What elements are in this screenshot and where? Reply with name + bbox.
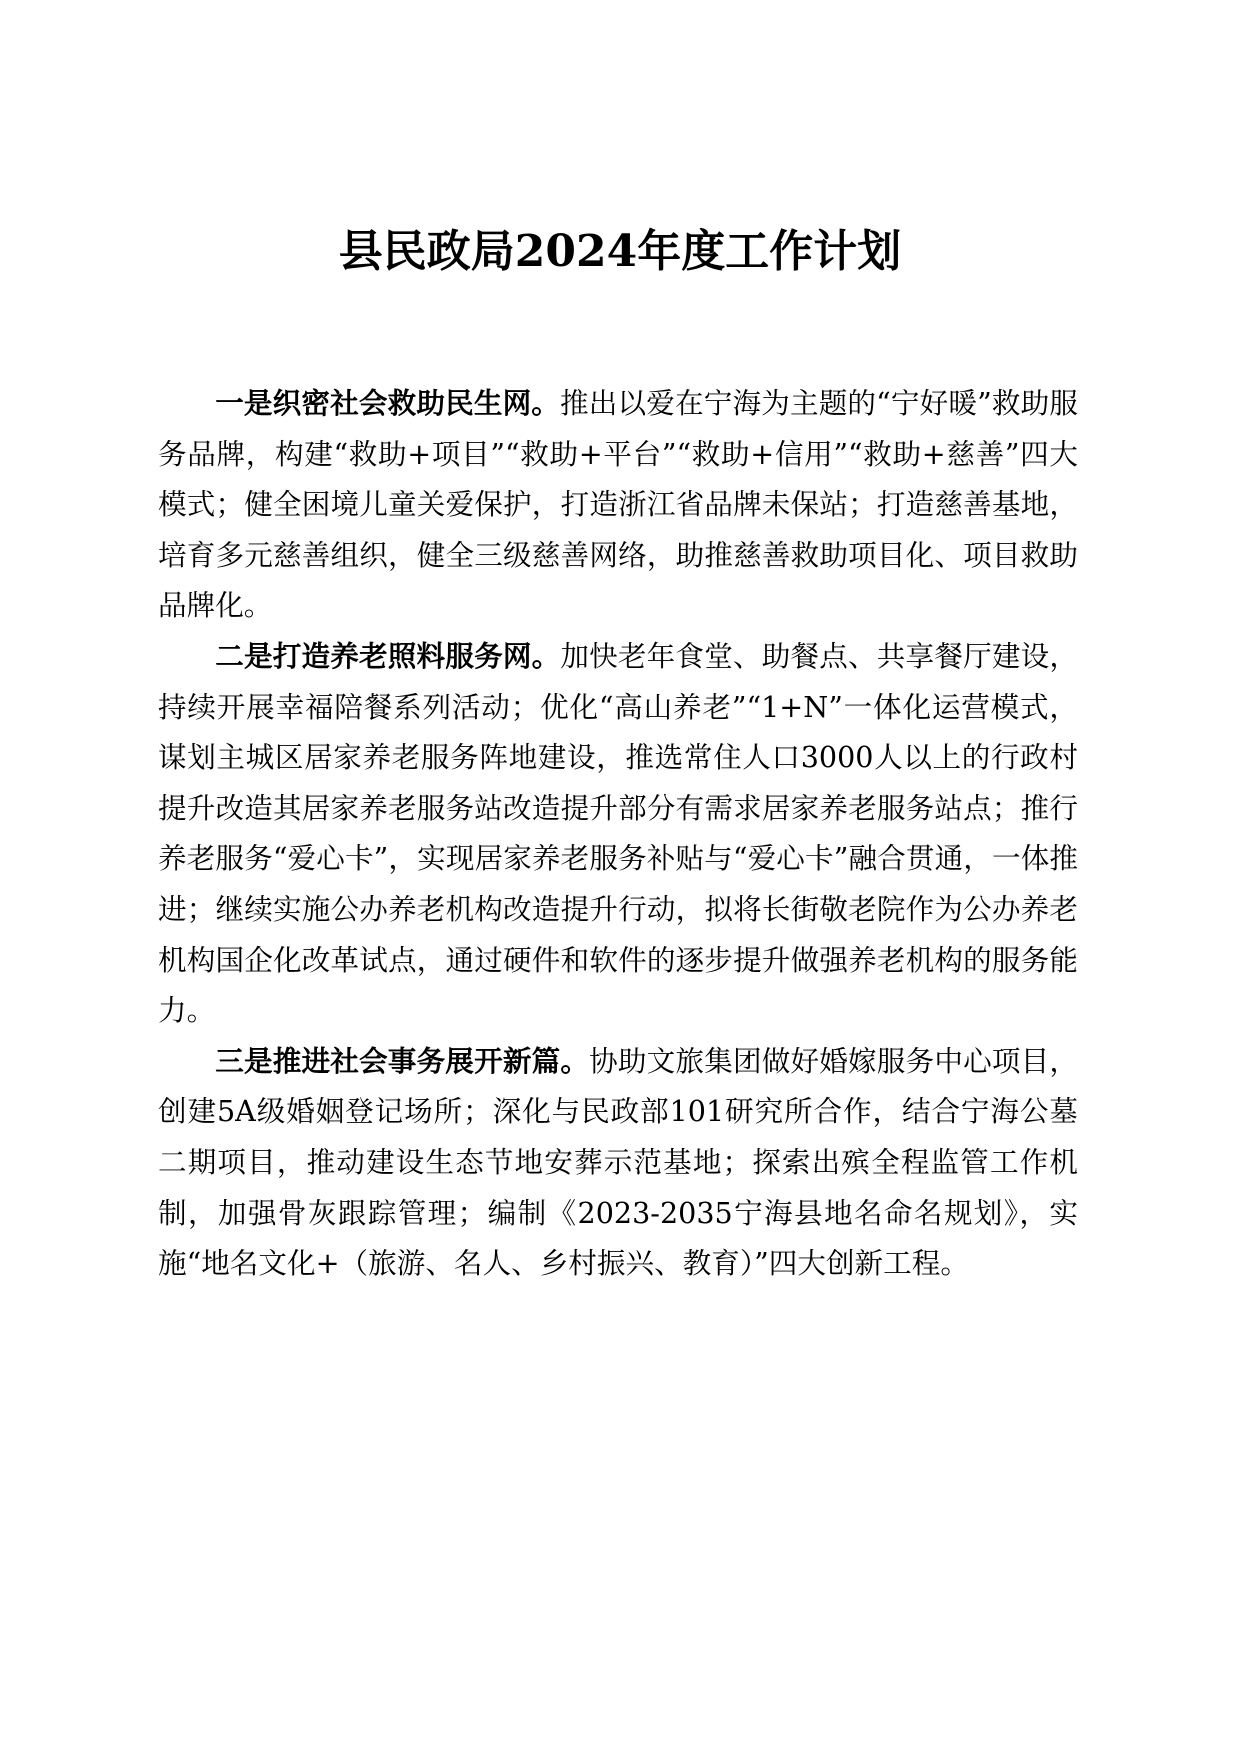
paragraph-text: 协助文旅集团做好婚嫁服务中心项目，创建5A级婚姻登记场所；深化与民政部101研究所合作，结合宁海公墓二期项目，推动建设生态节地安葬示范基地；探索出殡全程监管工作机制，加强骨灰跟踪管理；编制《2023-2035宁海县地名命名规划》，实施“地名文化+（旅游、名人、乡村振兴、教育）”四大创新工程。 (158, 1043, 1078, 1281)
paragraph-lead: 二是打造养老照料服务网。 (215, 638, 561, 673)
paragraph-text: 加快老年食堂、助餐点、共享餐厅建设，持续开展幸福陪餐系列活动；优化“高山养老”“1+N”一体化运营模式，谋划主城区居家养老服务阵地建设，推选常住人口3000人以上的行政村提升改造其居家养老服务站改造提升部分有需求居家养老服务站点；推行养老服务“爱心卡”，实现居家养老服务补贴与“爱心卡”融合贯通，一体推进；继续实施公办养老机构改造提升行动，拟将长街敬老院作为公办养老机构国企化改革试点，通过硬件和软件的逐步提升做强养老机构的服务能力。 (158, 638, 1078, 1028)
paragraph-elderly-care (158, 631, 1078, 1036)
paragraph-social-assistance (158, 378, 1078, 631)
paragraph-lead: 三是推进社会事务展开新篇。 (215, 1043, 590, 1078)
paragraph-lead: 一是织密社会救助民生网。 (215, 386, 561, 420)
paragraph-text: 推出以爱在宁海为主题的“宁好暖”救助服务品牌，构建“救助+项目”“救助+平台”“救助+信用”“救助+慈善”四大模式；健全困境儿童关爱保护，打造浙江省品牌未保站；打造慈善基地，培育多元慈善组织，健全三级慈善网络，助推慈善救助项目化、项目救助品牌化。 (158, 386, 1078, 623)
document-title: 县民政局2024年度工作计划 (338, 226, 902, 277)
paragraph-social-affairs (158, 1036, 1078, 1289)
document-body (158, 378, 1078, 1289)
